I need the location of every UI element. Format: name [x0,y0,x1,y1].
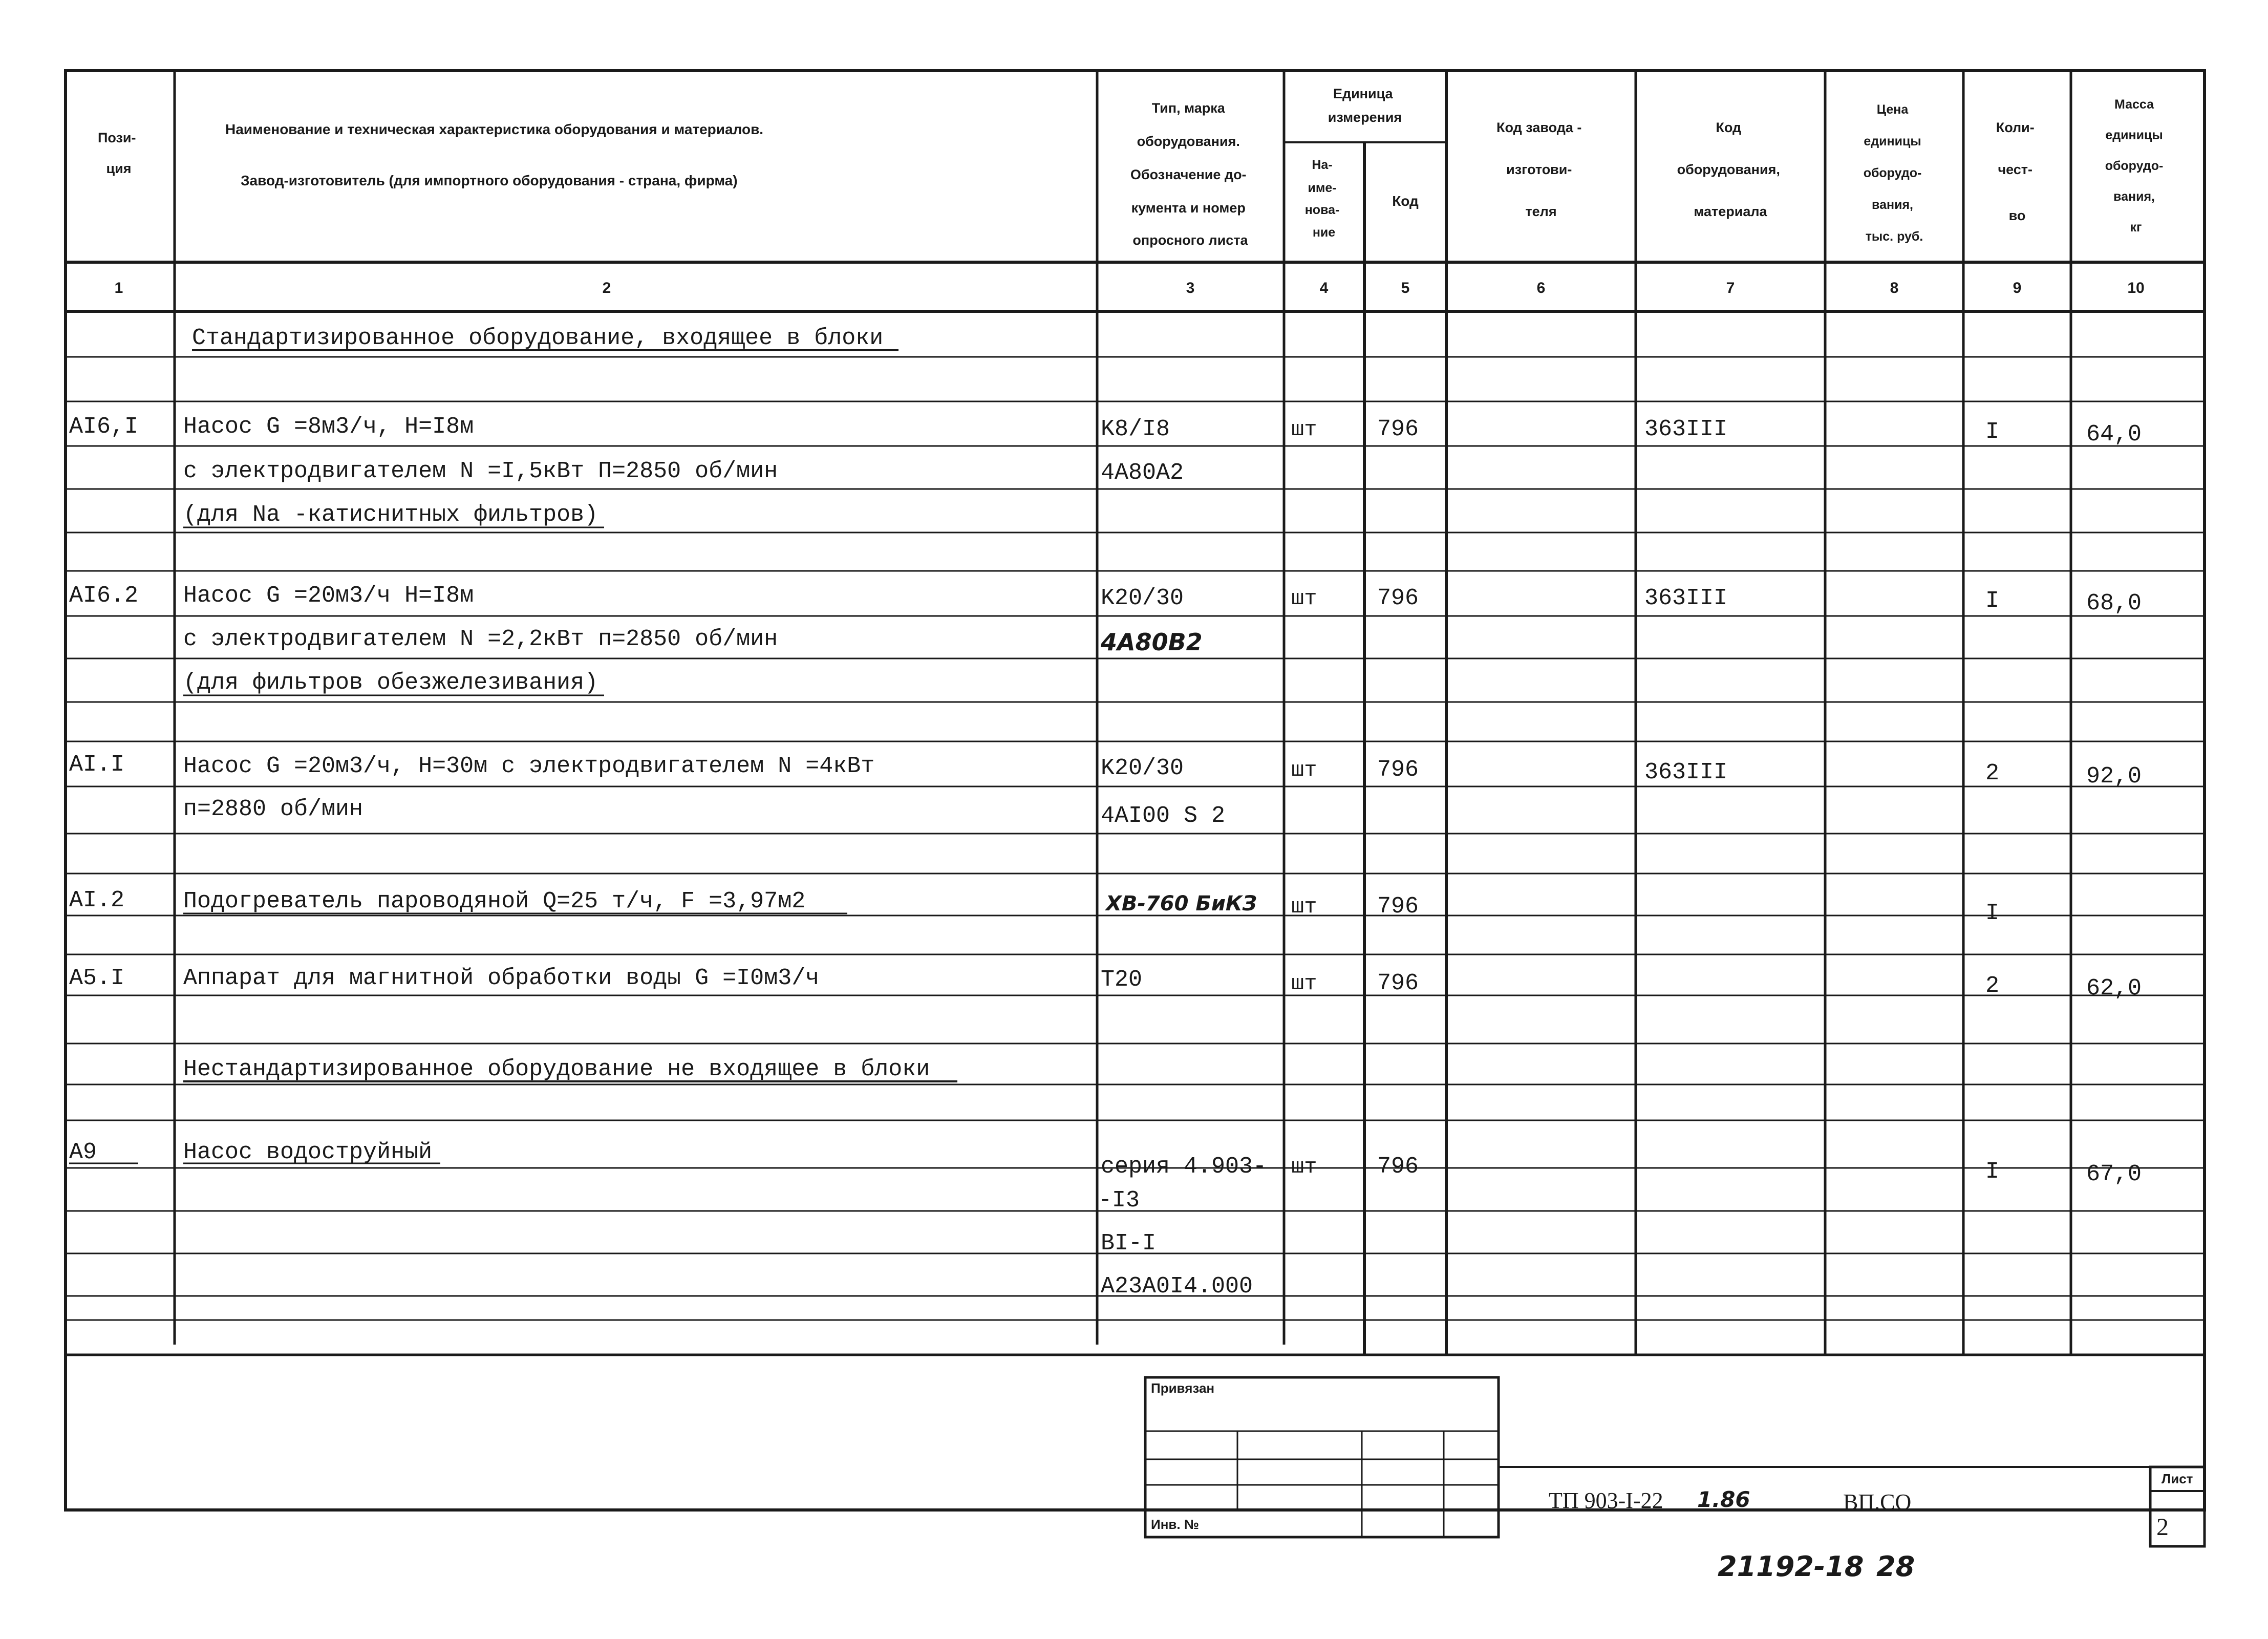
column-number: 1 [114,280,123,296]
table-row [69,752,2142,790]
attachment-stamp [1145,1377,1499,1537]
title-block [1145,1377,2205,1546]
name-cell: Подогреватель пароводяной Q=25 т/ч, F =3,97м2 [183,888,806,914]
column-number-row [115,280,2145,296]
type-cell: серия 4.903- [1101,1154,1267,1180]
mass-cell: 62,0 [2086,975,2142,1002]
name-cell: (для Na -катиснитных фильтров) [183,502,598,528]
footer [1718,1550,1915,1583]
column-number: 3 [1186,280,1195,296]
table-row [1098,1187,1140,1214]
type-cell: -I3 [1098,1187,1140,1214]
unit-name-cell: шт [1291,758,1317,782]
name-cell: (для фильтров обезжелезивания) [183,670,598,696]
name-cell: с электродвигателем N =2,2кВт п=2850 об/мин [183,626,778,652]
inventory-number-label: Инв. № [1151,1517,1199,1532]
table-row [192,325,898,351]
equipment-code-cell: 363III [1644,416,1728,442]
table-body [69,325,2142,1300]
name-cell: Аппарат для магнитной обработки воды G =I0м3/ч [183,965,820,991]
type-cell: BI-I [1101,1230,1157,1257]
attached-label: Привязан [1151,1380,1215,1396]
quantity-cell: I [1985,588,2000,614]
header-col3: Тип, марка оборудования. Обозначение до- кумента и номер опросного листа [1130,100,1248,248]
type-cell: 4A80A2 [1101,460,1184,486]
header-units-group: Единица измерения [1328,86,1402,125]
type-cell: A23A0I4.000 [1101,1273,1253,1300]
column-number: 4 [1319,280,1329,296]
quantity-cell: I [1985,419,2000,445]
name-cell: Насос G =8м3/ч, Н=I8м [183,414,474,440]
mass-cell: 92,0 [2086,763,2142,790]
unit-code-cell: 796 [1377,416,1419,442]
mass-cell: 67,0 [2086,1161,2142,1187]
header-col4: На- име- нова- ние [1304,158,1340,240]
name-cell: с электродвигателем N =I,5кВт П=2850 об/мин [183,458,778,484]
table-row [69,583,2142,616]
unit-name-cell: шт [1291,1155,1317,1179]
table-row [183,458,1184,486]
table-row [69,414,2142,448]
table-row [183,626,1203,656]
quantity-cell: 2 [1985,760,2000,786]
table-row [183,502,604,528]
quantity-cell: 2 [1985,973,2000,999]
document-code-handwritten: 1.86 [1697,1487,1750,1512]
header-col6: Код завода - изготови- теля [1496,120,1582,219]
unit-name-cell: шт [1291,895,1317,919]
header-col10: Масса единицы оборудо- вания, кг [2105,97,2164,235]
header-col7: Код оборудования, материала [1677,120,1780,219]
type-cell: K20/30 [1101,755,1184,781]
table-row [183,1056,957,1082]
quantity-cell: I [1985,900,2000,926]
sheet-number: 2 [2156,1514,2169,1541]
equipment-code-cell: 363III [1644,759,1728,785]
sheet-label: Лист [2162,1471,2193,1486]
table-row [1101,1273,1253,1300]
position-cell: A5.I [69,965,125,991]
name-cell: Насос G =20м3/ч, Н=30м с электродвигателем N =4кВт [183,753,875,779]
document-code: ТП 903-I-22 [1549,1488,1663,1513]
position-cell: AI.2 [69,887,125,913]
position-cell: AI.I [69,752,125,778]
mass-cell: 68,0 [2086,590,2142,616]
table-row [1101,1230,1156,1257]
unit-code-cell: 796 [1377,893,1419,920]
header-col2: Наименование и техническая характеристика оборудования и материалов. Завод-изготовитель (для импортного оборудования - страна, фирма) [225,121,764,188]
archive-number: 21192-18 [1718,1550,1864,1583]
section-heading-nonstandard: Нестандартизированное оборудование не входящее в блоки [183,1056,930,1082]
header-col5: Код [1392,193,1419,209]
unit-code-cell: 796 [1377,585,1419,611]
type-cell: XB-760 БиКЗ [1106,892,1257,916]
unit-name-cell: шт [1291,417,1317,442]
quantity-cell: I [1985,1159,2000,1185]
column-number: 2 [602,280,611,296]
mass-cell: 64,0 [2086,421,2142,448]
type-cell: K8/I8 [1101,416,1170,442]
type-cell: K20/30 [1101,585,1184,611]
name-cell: п=2880 об/мин [183,796,363,822]
column-number: 10 [2127,280,2145,296]
table-row [183,670,604,696]
unit-name-cell: шт [1291,586,1317,611]
unit-code-cell: 796 [1377,970,1419,996]
table-row [183,796,1225,829]
column-number: 7 [1726,280,1735,296]
unit-code-cell: 796 [1377,757,1419,783]
unit-name-cell: шт [1291,971,1317,996]
column-number: 5 [1401,280,1410,296]
section-heading-standard: Стандартизированное оборудование, входящее в блоки [192,325,884,351]
position-cell: AI6,I [69,414,139,440]
header-col1: Пози- ция [97,130,136,176]
type-cell: 4AI00 S 2 [1101,803,1226,829]
page-number: 28 [1876,1550,1915,1583]
column-number: 9 [2013,280,2022,296]
header-col8: Цена единицы оборудо- вания, тыс. руб. [1863,102,1923,244]
position-cell: A9 [69,1139,97,1165]
header-col9: Коли- чест- во [1996,120,2035,223]
column-number: 8 [1890,280,1899,296]
name-cell: Насос водоструйный [183,1139,433,1165]
type-cell: 4A80B2 [1101,628,1203,656]
type-cell: T20 [1101,967,1143,993]
name-cell: Насос G =20м3/ч Н=I8м [183,583,474,609]
equipment-code-cell: 363III [1644,585,1728,611]
table-row [69,887,1999,926]
position-cell: AI6.2 [69,583,139,609]
unit-code-cell: 796 [1377,1154,1419,1180]
column-number: 6 [1536,280,1546,296]
header-row [98,86,2167,248]
document-section: ВП.СО [1843,1489,1912,1515]
table-row [69,1139,2142,1187]
